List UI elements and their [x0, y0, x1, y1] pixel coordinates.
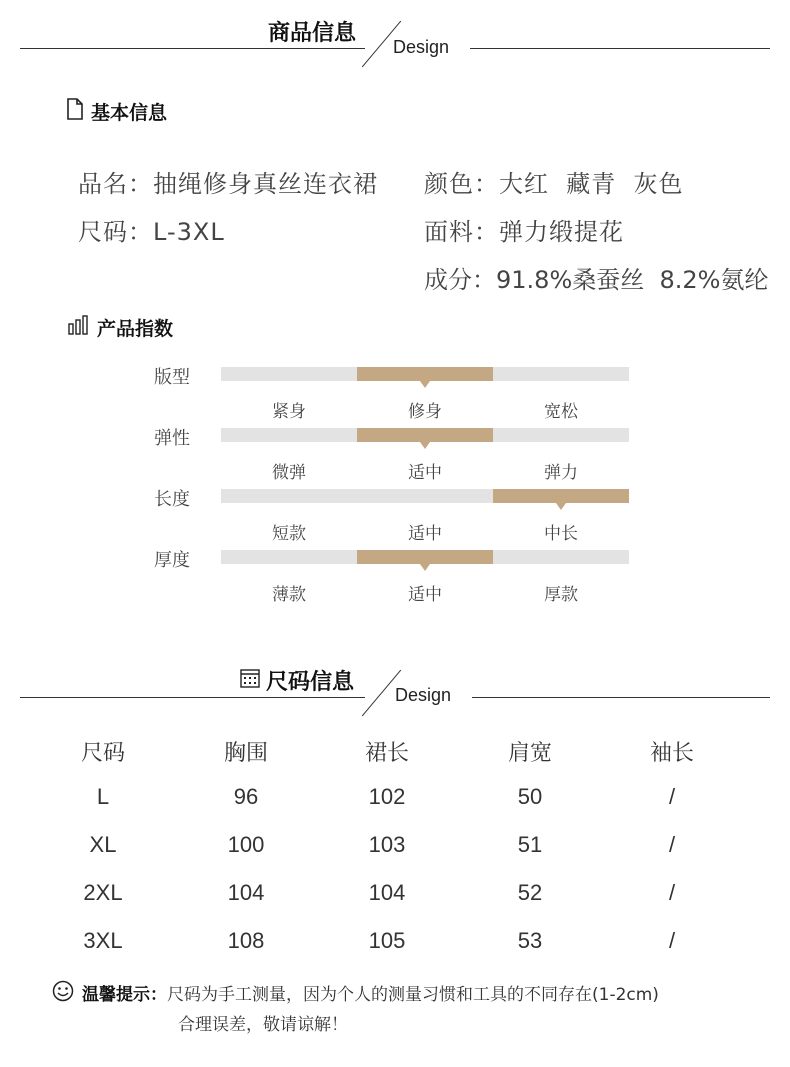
index-option: 紧身 [272, 402, 306, 422]
table-cell: 2XL [83, 880, 123, 905]
info-color [424, 164, 684, 199]
info-name-label: 品名： [78, 170, 153, 198]
info-composition [424, 260, 768, 295]
index-selected-marker [493, 489, 629, 503]
table-cell: XL [89, 832, 117, 857]
table-cell: 108 [227, 928, 265, 953]
basic-info-title: 基本信息 [91, 102, 168, 124]
table-cell: 100 [227, 832, 265, 857]
product-index-heading [68, 314, 173, 341]
size-header-line-left [20, 697, 365, 698]
index-option: 弹力 [544, 463, 578, 483]
product-index-title: 产品指数 [97, 318, 174, 340]
index-label: 弹性 [154, 428, 190, 449]
index-label: 厚度 [154, 550, 190, 571]
bar-chart-icon [68, 315, 90, 340]
info-color-value: 大红 藏青 灰色 [499, 170, 684, 198]
table-header-cell: 肩宽 [507, 741, 552, 766]
table-cell: / [668, 832, 676, 857]
index-track [221, 367, 629, 381]
index-option: 宽松 [544, 402, 578, 422]
index-option: 微弹 [272, 463, 306, 483]
table-cell: 52 [517, 880, 543, 905]
index-track [221, 489, 629, 503]
info-fabric [424, 212, 624, 247]
table-cell: 53 [517, 928, 543, 953]
info-comp-value: 91.8%桑蚕丝 8.2%氨纶 [496, 266, 769, 294]
tip-line-1 [82, 980, 659, 1005]
index-option: 短款 [272, 524, 306, 544]
table-cell: 105 [368, 928, 406, 953]
table-cell: 102 [368, 784, 406, 809]
table-cell: / [668, 928, 676, 953]
index-option: 修身 [408, 402, 442, 422]
index-label: 版型 [154, 367, 190, 388]
info-color-label: 颜色： [424, 170, 499, 198]
index-track [221, 428, 629, 442]
table-cell: / [668, 880, 676, 905]
table-cell: 103 [368, 832, 406, 857]
size-section-design-text: Design [395, 685, 452, 705]
info-fabric-label: 面料： [424, 218, 499, 246]
table-cell: 96 [233, 784, 259, 809]
index-option: 适中 [408, 585, 442, 605]
table-cell: 104 [227, 880, 265, 905]
index-track [221, 550, 629, 564]
smiley-icon [52, 980, 74, 1006]
info-name [78, 164, 378, 199]
table-cell: 3XL [83, 928, 123, 953]
tip-label: 温馨提示： [82, 985, 167, 1005]
index-option: 适中 [408, 463, 442, 483]
info-size [78, 212, 225, 247]
index-selected-marker [357, 428, 493, 442]
index-label: 长度 [154, 489, 190, 510]
table-header-cell: 裙长 [364, 741, 409, 766]
calendar-grid-icon [240, 668, 260, 694]
tip-text-1: 尺码为手工测量，因为个人的测量习惯和工具的不同存在(1-2cm) [167, 985, 659, 1005]
header-line-left [20, 48, 365, 49]
index-option: 适中 [408, 524, 442, 544]
table-cell: L [96, 784, 110, 809]
table-cell: 51 [517, 832, 543, 857]
table-cell: 50 [517, 784, 543, 809]
info-fabric-value: 弹力缎提花 [499, 218, 624, 246]
index-selected-marker [357, 367, 493, 381]
info-size-label: 尺码： [78, 218, 153, 246]
table-header-cell: 胸围 [223, 741, 268, 766]
index-option: 中长 [544, 524, 578, 544]
document-icon [66, 98, 84, 125]
info-size-value: L-3XL [153, 218, 225, 246]
section-design-text: Design [393, 37, 450, 57]
info-comp-label: 成分： [424, 266, 496, 294]
size-header-line-right [472, 697, 770, 698]
basic-info-heading [66, 98, 167, 125]
table-header-cell: 袖长 [649, 741, 694, 766]
size-section-title-wrap [240, 665, 354, 696]
header-line-right [470, 48, 770, 49]
section-title: 商品信息 [268, 21, 357, 46]
index-option: 薄款 [272, 585, 306, 605]
table-header-cell: 尺码 [80, 741, 125, 766]
index-option: 厚款 [544, 585, 578, 605]
size-section-title: 尺码信息 [266, 670, 355, 695]
table-cell: / [668, 784, 676, 809]
info-name-value: 抽绳修身真丝连衣裙 [153, 170, 378, 198]
table-cell: 104 [368, 880, 406, 905]
tip-line-2: 合理误差，敬请谅解！ [178, 1015, 348, 1035]
index-selected-marker [357, 550, 493, 564]
